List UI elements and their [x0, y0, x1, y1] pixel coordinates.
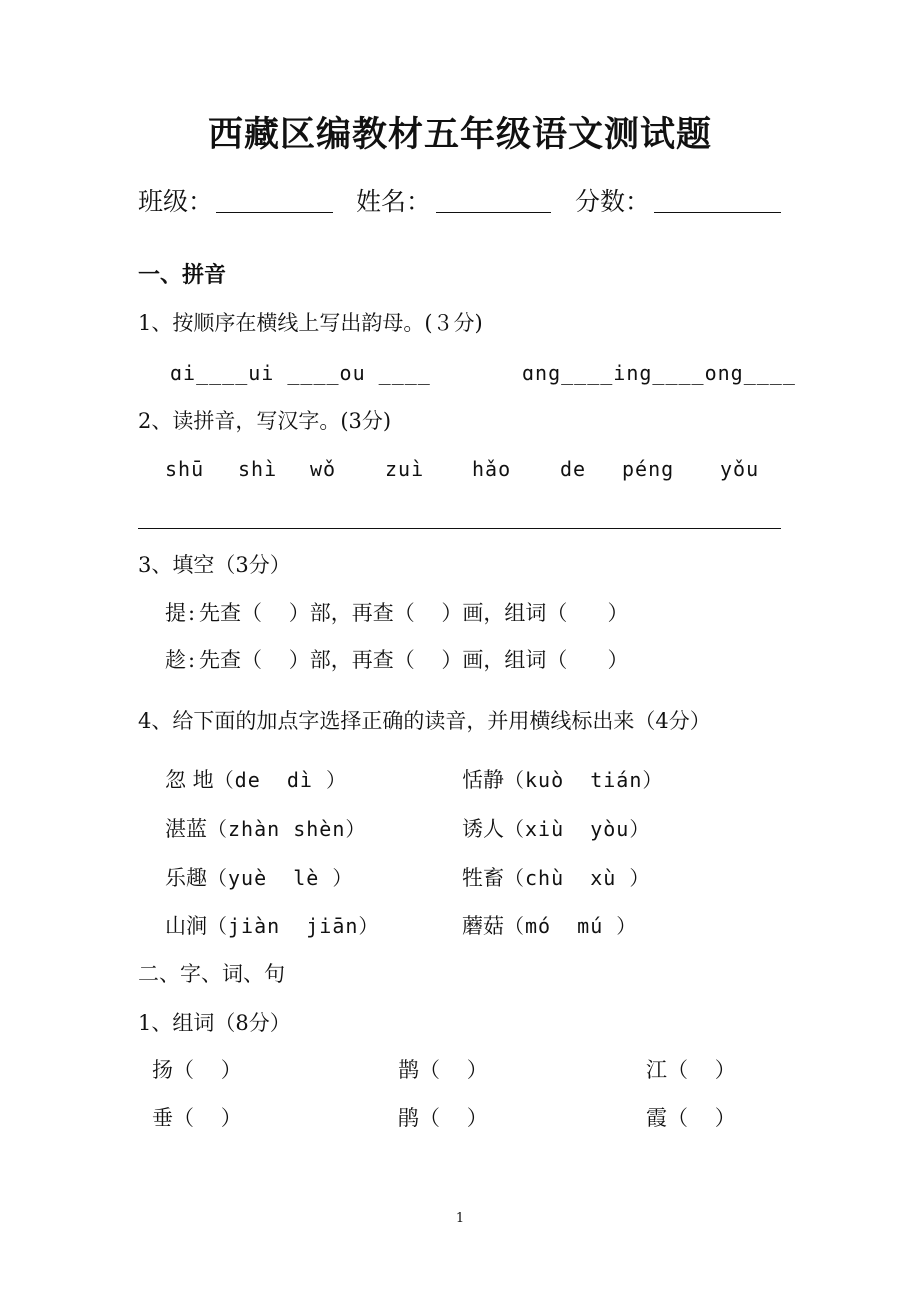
class-blank[interactable] — [216, 212, 333, 213]
pinyin-syllable: shū — [165, 457, 205, 481]
word-formation-item[interactable]: 鹊（ ） — [398, 1058, 488, 1082]
pinyin-syllable: péng — [622, 457, 675, 481]
pinyin-options[interactable]: （chù xù ） — [504, 866, 651, 890]
word: 蘑菇 — [462, 914, 504, 938]
pinyin-syllable: de — [560, 457, 587, 481]
word-formation-item[interactable]: 垂（ ） — [152, 1106, 242, 1130]
question-2-prompt: 2、读拼音，写汉字。(3分) — [138, 409, 392, 433]
fill-row-char: 趁 — [165, 648, 186, 672]
name-label: 姓名： — [356, 187, 432, 216]
word: 忽 地 — [165, 768, 214, 792]
question-1-prompt: 1、按顺序在横线上写出韵母。(３分) — [138, 311, 483, 335]
pinyin-options[interactable]: （de dì ） — [213, 768, 347, 792]
name-blank[interactable] — [436, 212, 551, 213]
word-formation-item[interactable]: 扬（ ） — [152, 1058, 242, 1082]
word: 诱人 — [462, 817, 504, 841]
pinyin-syllable: hǎo — [472, 457, 512, 481]
word-formation-item[interactable]: 江（ ） — [646, 1058, 736, 1082]
pinyin-options[interactable]: （zhàn shèn） — [207, 817, 367, 841]
section-heading-pinyin: 一、拼音 — [138, 262, 227, 288]
word-item — [165, 916, 379, 937]
fill-row-colon: : — [188, 601, 196, 625]
pinyin-syllable: shì — [238, 457, 278, 481]
score-label: 分数： — [575, 187, 651, 216]
word: 恬静 — [462, 768, 504, 792]
class-label: 班级： — [138, 187, 214, 216]
word-item — [462, 819, 650, 840]
word: 湛蓝 — [165, 817, 207, 841]
pinyin-options[interactable]: （mó mú ） — [504, 914, 638, 938]
fill-row-colon: : — [188, 648, 196, 672]
pinyin-syllable: zuì — [385, 457, 425, 481]
question-4-prompt: 4、给下面的加点字选择正确的读音，并用横线标出来（4分） — [138, 709, 711, 733]
question-3-prompt: 3、填空（3分） — [138, 553, 291, 577]
answer-line[interactable] — [138, 528, 781, 529]
word: 乐趣 — [165, 866, 207, 890]
page-number: 1 — [455, 1211, 465, 1226]
word: 山涧 — [165, 914, 207, 938]
word-formation-item[interactable]: 鹃（ ） — [398, 1106, 488, 1130]
word-item — [462, 770, 663, 791]
pinyin-options[interactable]: （kuò tián） — [504, 768, 664, 792]
word-item — [165, 770, 347, 791]
pinyin-options[interactable]: （yuè lè ） — [207, 866, 354, 890]
word-item — [462, 916, 637, 937]
section-heading-words: 二、字、词、句 — [138, 962, 285, 986]
finals-sequence-right[interactable]: ɑng____ing____ong____ — [522, 361, 796, 385]
fill-row-text[interactable]: 先查（ ）部，再查（ ）画，组词（ ） — [199, 601, 629, 625]
finals-sequence-left[interactable]: ɑi____ui ____ou ____ — [170, 361, 431, 385]
part2-question-1-prompt: 1、组词（8分） — [138, 1011, 291, 1035]
fill-row-char: 提 — [165, 601, 186, 625]
pinyin-options[interactable]: （xiù yòu） — [504, 817, 651, 841]
pinyin-syllable: wǒ — [310, 457, 337, 481]
score-blank[interactable] — [654, 212, 781, 213]
word-item — [462, 868, 650, 889]
word: 牲畜 — [462, 866, 504, 890]
word-formation-item[interactable]: 霞（ ） — [646, 1106, 736, 1130]
pinyin-options[interactable]: （jiàn jiān） — [207, 914, 380, 938]
word-item — [165, 868, 353, 889]
word-item — [165, 819, 366, 840]
pinyin-syllable: yǒu — [720, 457, 760, 481]
fill-row-text[interactable]: 先查（ ）部，再查（ ）画，组词（ ） — [199, 648, 629, 672]
page-title: 西藏区编教材五年级语文测试题 — [207, 115, 712, 155]
